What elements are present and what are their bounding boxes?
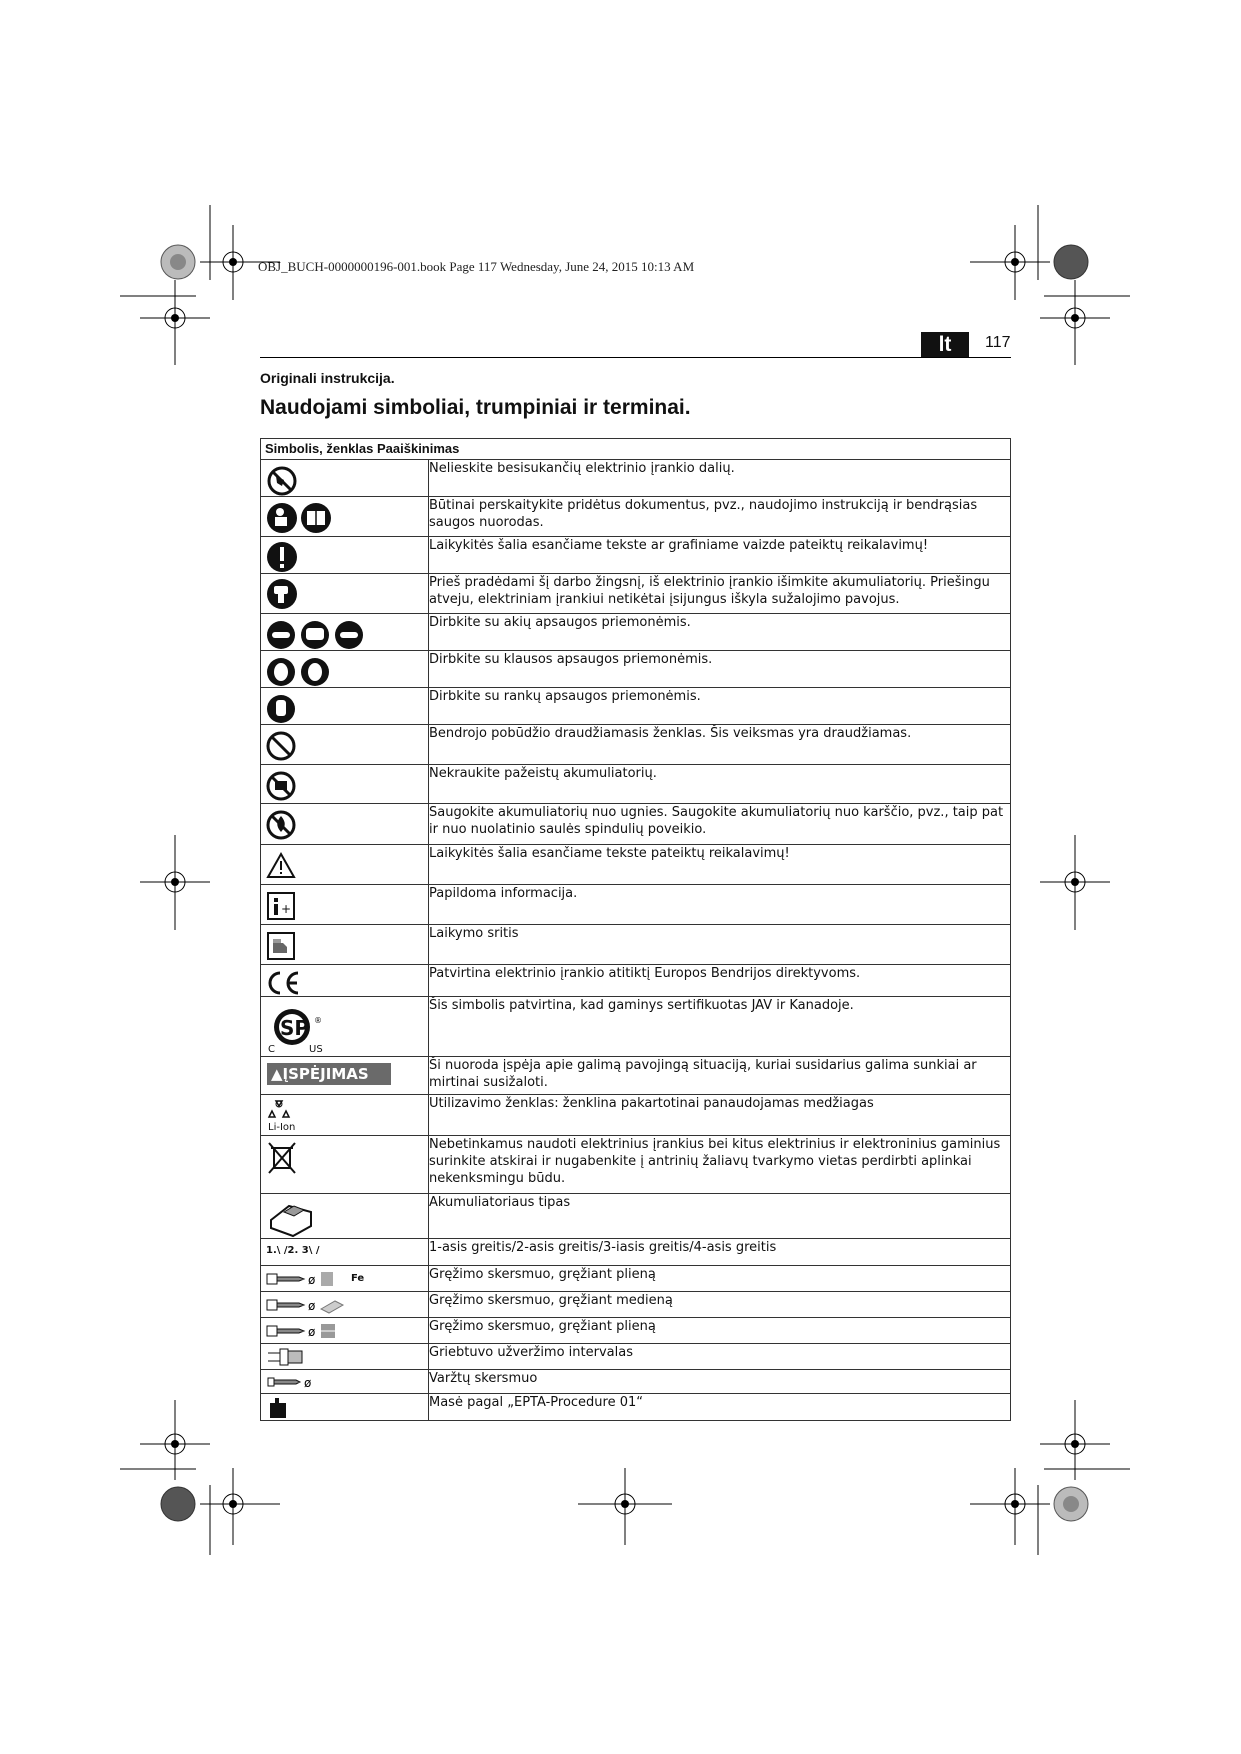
row-text: Utilizavimo ženklas: ženklina pakartotinai panaudojamas medžiagas	[429, 1095, 1011, 1136]
row-text: Laikykitės šalia esančiame tekste ar grafiniame vaizde pateiktų reikalavimų!	[429, 537, 1011, 574]
drill-wood-icon	[266, 1295, 356, 1315]
csa-us-label: US	[309, 1044, 323, 1055]
row-text: Patvirtina elektrinio įrankio atitiktį Europos Bendrijos direktyvoms.	[429, 965, 1011, 997]
prohibition-icon	[266, 729, 300, 761]
grip-area-icon	[266, 929, 300, 961]
ear-protection-icon	[266, 655, 336, 687]
read-manual-icon	[266, 501, 336, 535]
row-text: Dirbkite su klausos apsaugos priemonėmis.	[429, 651, 1011, 688]
subtitle: Originali instrukcija.	[260, 370, 395, 386]
row-text: Masė pagal „EPTA-Procedure 01“	[429, 1394, 1011, 1421]
speed-gears-icon: 1.\ /2. 3\ /	[266, 1245, 320, 1256]
svg-text:ø: ø	[308, 1273, 316, 1287]
eye-protection-icon	[266, 618, 366, 650]
table-row	[261, 460, 1011, 497]
hand-protection-icon	[266, 692, 300, 724]
fe-label: Fe	[351, 1273, 365, 1284]
table-row	[261, 1370, 1011, 1394]
row-text: Dirbkite su akių apsaugos priemonėmis.	[429, 614, 1011, 651]
row-text: Būtinai perskaitykite pridėtus dokumentus, pvz., naudojimo instrukciją ir bendrąsias saugos nuorodas.	[429, 497, 1011, 537]
table-row	[261, 845, 1011, 885]
remove-battery-icon	[266, 578, 300, 610]
ce-mark-icon	[266, 969, 306, 997]
row-text: Bendrojo pobūdžio draudžiamasis ženklas. Šis veiksmas yra draudžiamas.	[429, 725, 1011, 765]
row-text: Nelieskite besisukančių elektrinio įrankio dalių.	[429, 460, 1011, 497]
row-text: 1-asis greitis/2-asis greitis/3-iasis greitis/4-asis greitis	[429, 1239, 1011, 1266]
table-row	[261, 1292, 1011, 1318]
chuck-range-icon	[266, 1347, 316, 1367]
row-text: Gręžimo skersmuo, gręžiant medieną	[429, 1292, 1011, 1318]
battery-pack-icon	[266, 1198, 316, 1238]
table-row	[261, 965, 1011, 997]
screw-diameter-icon	[266, 1374, 326, 1390]
table-row	[261, 614, 1011, 651]
table-row	[261, 497, 1011, 537]
symbols-table	[260, 438, 1011, 1421]
table-row	[261, 1394, 1011, 1421]
warning-triangle-icon	[266, 849, 300, 881]
row-text: Nekraukite pažeistų akumuliatorių.	[429, 765, 1011, 804]
svg-text:SP: SP	[280, 1016, 310, 1040]
table-row	[261, 651, 1011, 688]
book-line: OBJ_BUCH-0000000196-001.book Page 117 Wednesday, June 24, 2015 10:13 AM	[258, 259, 695, 274]
table-row	[261, 1318, 1011, 1344]
header-rule	[260, 357, 1011, 358]
table-row	[261, 1344, 1011, 1370]
drill-steel-icon	[266, 1269, 346, 1289]
no-rotating-parts-icon	[266, 464, 300, 496]
row-text: Šis simbolis patvirtina, kad gaminys sertifikuotas JAV ir Kanadoje.	[429, 997, 1011, 1057]
no-fire-battery-icon	[266, 808, 300, 840]
table-row	[261, 1136, 1011, 1194]
row-text: Nebetinkamus naudoti elektrinius įrankius bei kitus elektrinius ir elektroninius gaminius surinkite atskirai ir nugabenkite į antrinių žaliavų tvarkymo vietas perdirbti aplinkai nekenksmingu būdu.	[429, 1136, 1011, 1194]
table-row	[261, 804, 1011, 845]
row-text: Griebtuvo užveržimo intervalas	[429, 1344, 1011, 1370]
weight-icon	[266, 1397, 290, 1419]
table-row	[261, 1239, 1011, 1266]
table-row	[261, 688, 1011, 725]
warning-badge-label: ĮSPĖJIMAS	[282, 1065, 369, 1083]
row-text: Varžtų skersmuo	[429, 1370, 1011, 1394]
table-row	[261, 997, 1011, 1057]
exclamation-icon	[266, 541, 300, 573]
info-icon	[266, 889, 300, 921]
table-header: Simbolis, ženklas Paaiškinimas	[261, 439, 1011, 460]
row-text: Laikykitės šalia esančiame tekste pateiktų reikalavimų!	[429, 845, 1011, 885]
svg-text:ø: ø	[308, 1299, 316, 1313]
table-header-row	[261, 439, 1011, 460]
table-row	[261, 725, 1011, 765]
table-row	[261, 765, 1011, 804]
language-badge: lt	[921, 332, 969, 357]
table-row	[261, 925, 1011, 965]
table-row	[261, 1095, 1011, 1136]
row-text: Akumuliatoriaus tipas	[429, 1194, 1011, 1239]
no-damaged-battery-charge-icon	[266, 769, 300, 801]
row-text: Ši nuoroda įspėja apie galimą pavojingą situaciją, kuriai susidarius galima sunkiai ar mirtinai susižaloti.	[429, 1057, 1011, 1095]
warning-badge-icon: ▲ĮSPĖJIMAS	[267, 1063, 391, 1085]
csa-c-label: C	[268, 1044, 275, 1055]
row-text: Laikymo sritis	[429, 925, 1011, 965]
row-text: Prieš pradėdami šį darbo žingsnį, iš elektrinio įrankio išimkite akumuliatorių. Priešingu atveju, elektriniam įrankiui netikėtai įsijungus iškyla sužalojimo pavojus.	[429, 574, 1011, 614]
table-row	[261, 574, 1011, 614]
svg-text:+: +	[281, 902, 292, 916]
row-text: Dirbkite su rankų apsaugos priemonėmis.	[429, 688, 1011, 725]
row-text: Gręžimo skersmuo, gręžiant plieną	[429, 1318, 1011, 1344]
row-text: Gręžimo skersmuo, gręžiant plieną	[429, 1266, 1011, 1292]
crossed-bin-icon	[266, 1140, 300, 1176]
table-row	[261, 1266, 1011, 1292]
page-title: Naudojami simboliai, trumpiniai ir terminai.	[260, 396, 691, 419]
li-ion-label: Li-Ion	[268, 1122, 296, 1133]
page-number: 117	[985, 334, 1011, 351]
row-text: Saugokite akumuliatorių nuo ugnies. Saugokite akumuliatorių nuo karščio, pvz., taip pat ir nuo nuolatinio saulės spindulių poveikio.	[429, 804, 1011, 845]
table-row	[261, 537, 1011, 574]
table-row	[261, 1057, 1011, 1095]
table-row	[261, 885, 1011, 925]
svg-text:®: ®	[314, 1016, 322, 1025]
svg-text:ø: ø	[304, 1376, 312, 1390]
row-text: Papildoma informacija.	[429, 885, 1011, 925]
svg-text:ø: ø	[308, 1325, 316, 1339]
table-row	[261, 1194, 1011, 1239]
drill-masonry-icon	[266, 1321, 356, 1341]
recycling-li-ion-icon	[266, 1097, 300, 1123]
